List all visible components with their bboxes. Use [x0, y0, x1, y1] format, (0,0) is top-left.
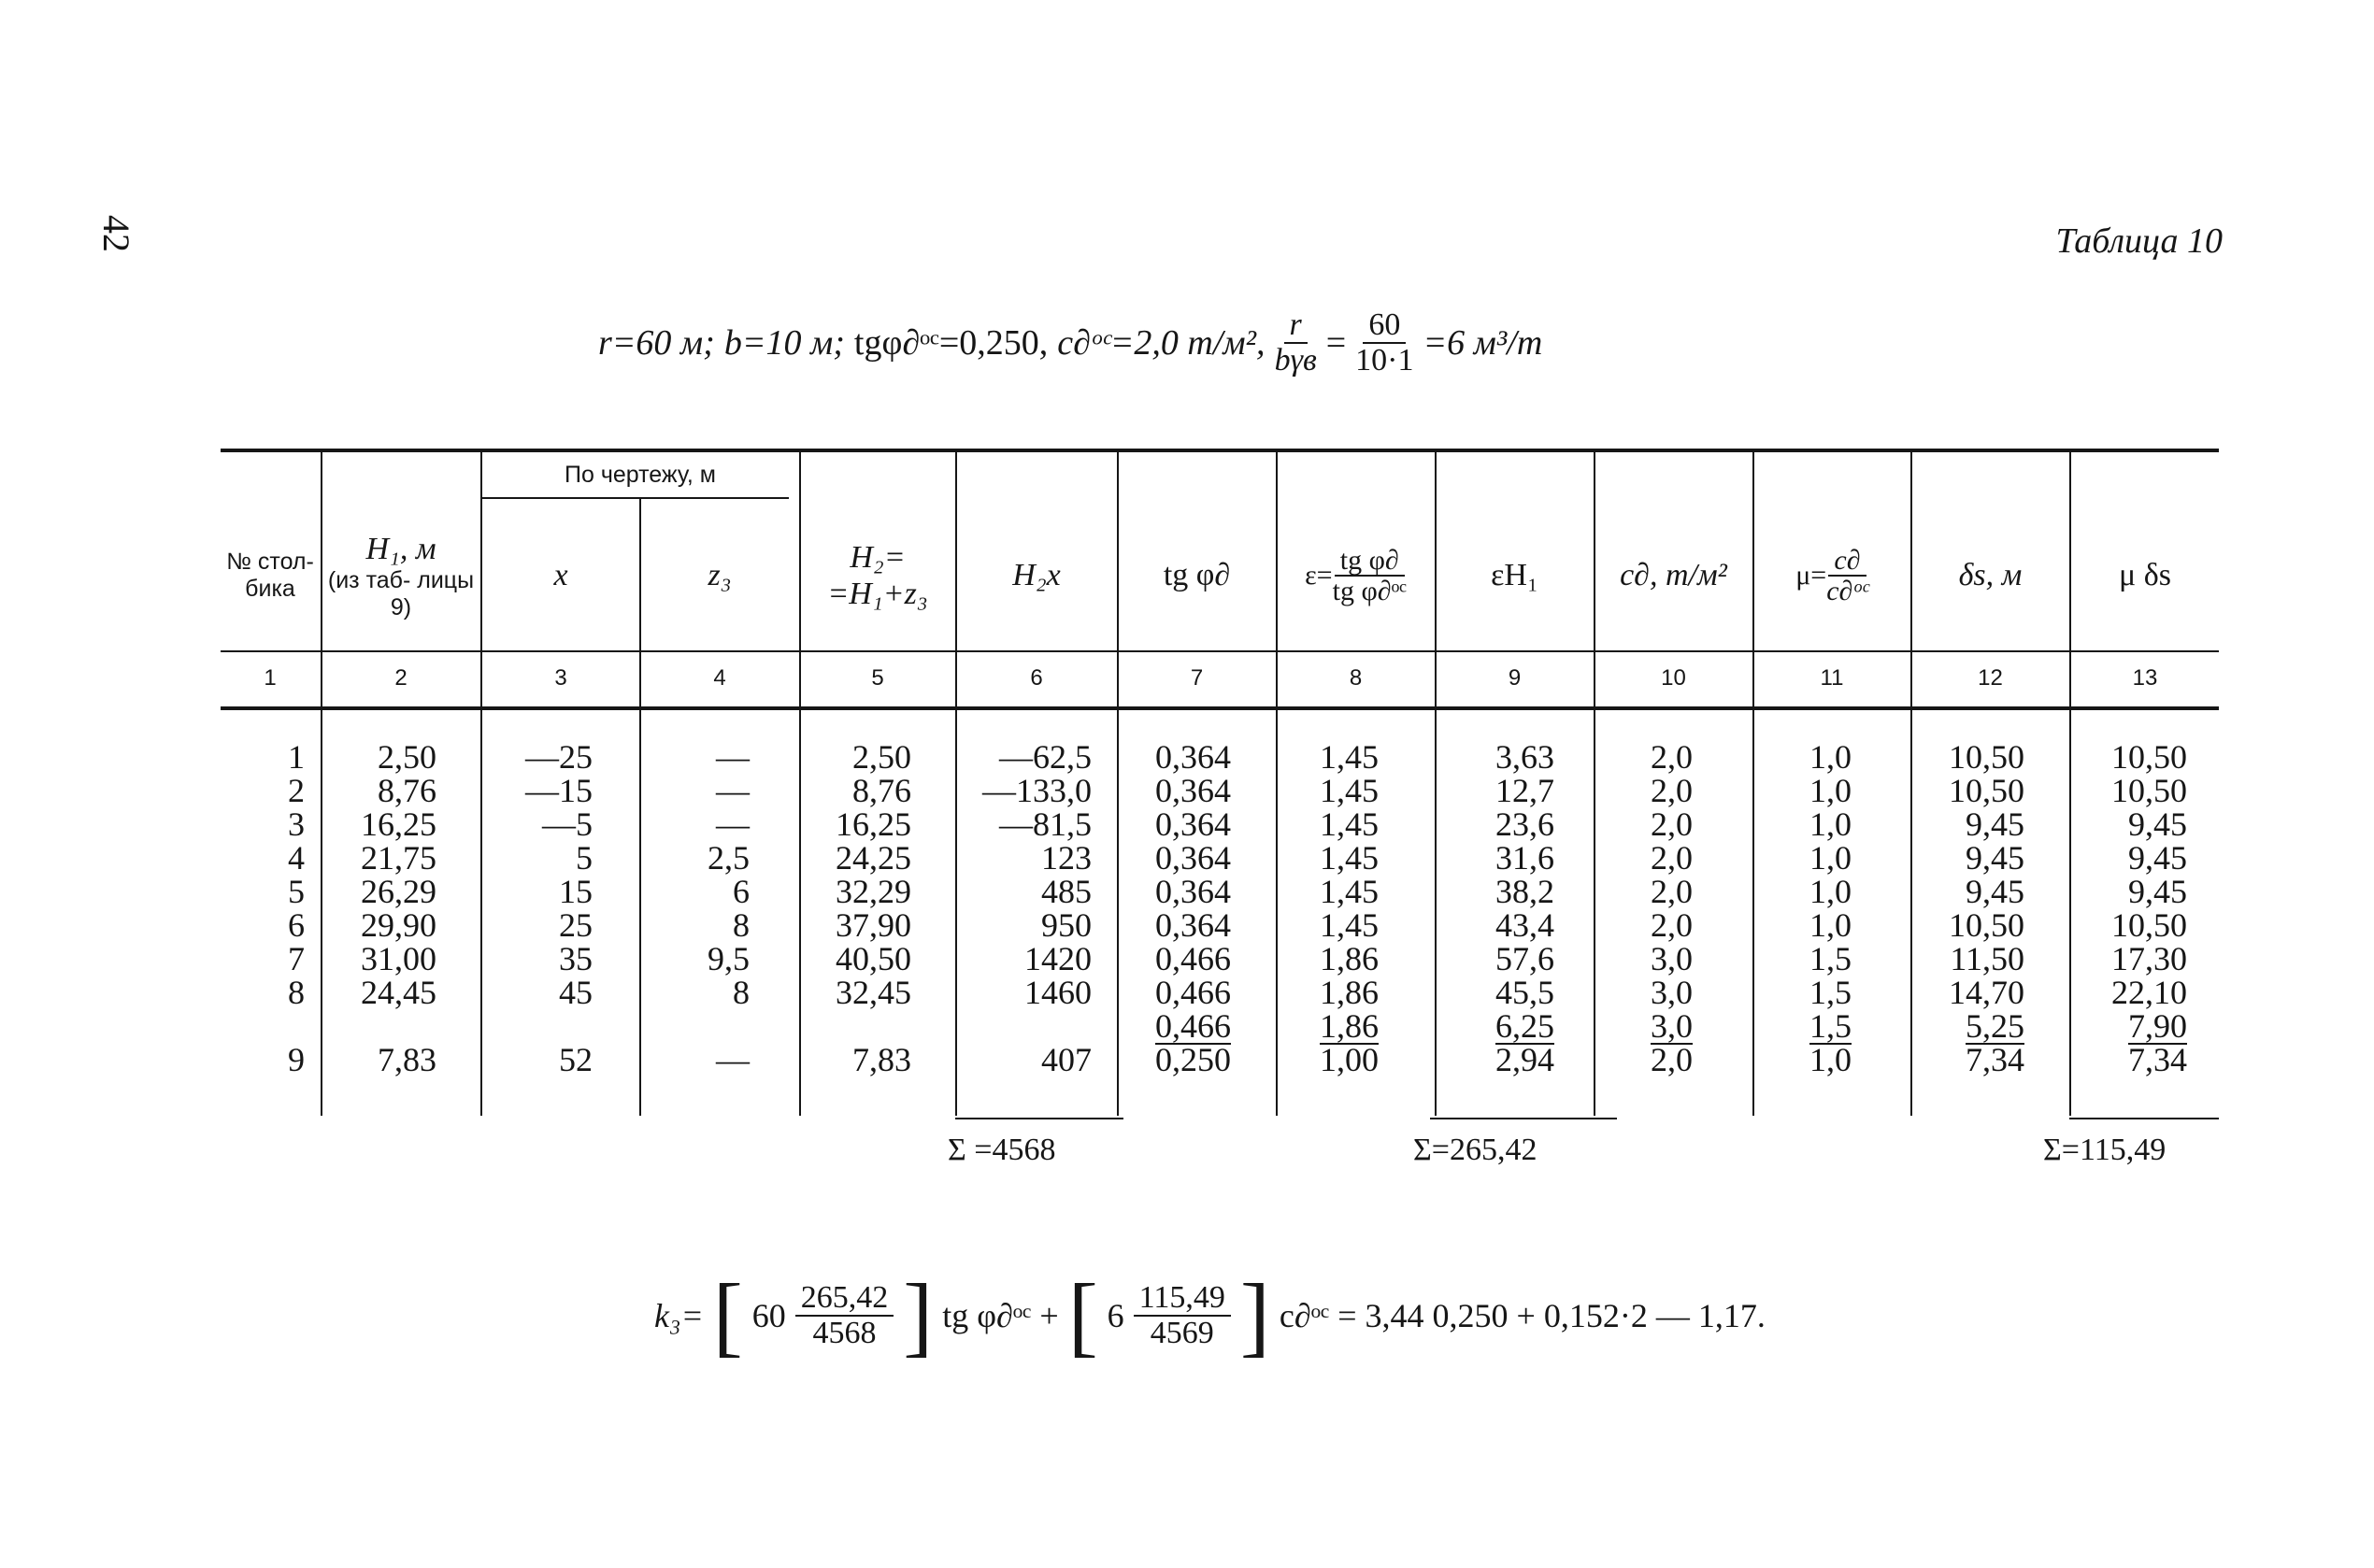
table-cell: —81,5: [999, 805, 1092, 843]
header-col11-prefix: μ=: [1795, 559, 1827, 591]
sum-mu-ds: Σ=115,49: [2043, 1133, 2167, 1167]
table-cell: 9,45: [1966, 805, 2024, 843]
header-col3: x: [553, 558, 568, 593]
column-number: 13: [2132, 665, 2158, 691]
column-number: 7: [1190, 665, 1204, 691]
table-cell: —: [716, 805, 750, 843]
table-cell: 8: [288, 974, 305, 1011]
table-cell: 23,6: [1495, 805, 1554, 843]
table-cell: —25: [525, 738, 593, 776]
k3-formula: [654, 1265, 1766, 1365]
header-col8: [1278, 505, 1434, 647]
table-cell: 123: [1041, 839, 1092, 877]
table-cell: 9,45: [2128, 873, 2187, 910]
param-result: =6 м³/т: [1423, 322, 1543, 363]
table-cell: 16,25: [361, 805, 436, 843]
table-cell: 7,90: [2128, 1007, 2187, 1045]
table-top-rule: [221, 449, 2219, 452]
table-cell: 485: [1041, 873, 1092, 910]
header-col2-main: H₁, м: [365, 531, 436, 566]
header-col2-sub: (из таб- лицы 9): [327, 566, 475, 620]
table-cell: —: [716, 738, 750, 776]
table-cell: 7,34: [1966, 1041, 2024, 1078]
table-cell: 1,5: [1809, 940, 1852, 977]
sum-rule-3: [2069, 1118, 2219, 1119]
column-number: 1: [264, 665, 277, 691]
table-cell: 1,86: [1320, 940, 1379, 977]
header-col13: μ δs: [2119, 558, 2171, 593]
table-cell: 3,63: [1495, 738, 1554, 776]
table-cell: 15: [559, 873, 593, 910]
table-cell: 3: [288, 805, 305, 843]
table-cell: 9,45: [1966, 839, 2024, 877]
column-c9: [1437, 740, 1554, 1076]
table-cell: 3,0: [1651, 1007, 1693, 1045]
table-cell: 2,50: [378, 738, 436, 776]
table-cell: 37,90: [836, 906, 911, 944]
header-col8-fraction: [1333, 546, 1407, 606]
header-bottom-rule: [221, 650, 2219, 652]
header-col10: c∂, т/м²: [1620, 558, 1727, 593]
table-cell: 5: [576, 839, 593, 877]
table-cell: 407: [1041, 1041, 1092, 1078]
column-number: 10: [1661, 665, 1686, 691]
table-cell: 1: [288, 738, 305, 776]
table-cell: 1,00: [1320, 1041, 1379, 1078]
table-cell: 2,0: [1651, 805, 1693, 843]
table-cell: 1,0: [1809, 839, 1852, 877]
table-cell: 35: [559, 940, 593, 977]
table-cell: 57,6: [1495, 940, 1554, 977]
table-cell: 16,25: [836, 805, 911, 843]
table-cell: 2,0: [1651, 738, 1693, 776]
table-cell: 0,364: [1155, 805, 1231, 843]
sum-rule-1: [955, 1118, 1123, 1119]
column-c12: [1912, 740, 2024, 1076]
table-cell: 10,50: [1949, 738, 2024, 776]
table-cell: 1420: [1024, 940, 1092, 977]
table-cell: 14,70: [1949, 974, 2024, 1011]
table-cell: 10,50: [2111, 906, 2187, 944]
table-cell: 1,0: [1809, 738, 1852, 776]
table-cell: —: [716, 772, 750, 809]
column-c1: [221, 740, 305, 1076]
table-cell: 2,0: [1651, 1041, 1693, 1078]
table-cell: 2,0: [1651, 839, 1693, 877]
table-cell: 8,76: [852, 772, 911, 809]
table-cell: 5: [288, 873, 305, 910]
header-col11-fraction: [1826, 546, 1868, 606]
header-col6: H₂x: [1012, 558, 1061, 593]
table-cell: 10,50: [1949, 906, 2024, 944]
table-cell: 0,364: [1155, 839, 1231, 877]
header-col9: εH₁: [1491, 558, 1538, 593]
column-number: 8: [1349, 665, 1363, 691]
fraction-denominator: 4569: [1150, 1316, 1214, 1350]
table-cell: 1460: [1024, 974, 1092, 1011]
sum-h2x: Σ =4568: [948, 1133, 1056, 1167]
table-cell: 2: [288, 772, 305, 809]
param-tg: tgφ∂ᵒᶜ=0,250,: [853, 322, 1049, 363]
param-equals: =: [1325, 322, 1347, 363]
table-cell: 1,0: [1809, 805, 1852, 843]
header-col11: [1754, 505, 1909, 647]
table-cell: 1,5: [1809, 974, 1852, 1011]
table-cell: 43,4: [1495, 906, 1554, 944]
fraction-denominator: tg φ∂ᵒᶜ: [1332, 576, 1407, 606]
table-cell: 11,50: [1950, 940, 2024, 977]
column-number: 4: [713, 665, 726, 691]
table-cell: 0,364: [1155, 738, 1231, 776]
column-number-rule: [221, 706, 2219, 710]
table-cell: 0,364: [1155, 772, 1231, 809]
table-cell: 21,75: [361, 839, 436, 877]
header-col12: δs, м: [1958, 558, 2023, 593]
group-header-rule: [482, 497, 789, 499]
column-number: 2: [394, 665, 408, 691]
header-group-po-chertezhu: По чертежу, м: [565, 461, 716, 488]
fraction-denominator: bγв: [1274, 342, 1317, 378]
table-cell: 3,0: [1651, 974, 1693, 1011]
table-cell: 9,45: [2128, 805, 2187, 843]
page-number: 42: [95, 215, 137, 252]
param-b: b=10 м;: [723, 322, 845, 363]
formula-term-2: c∂ᵒᶜ = 3,44 0,250 + 0,152·2 — 1,17.: [1279, 1297, 1766, 1334]
table-cell: 24,25: [836, 839, 911, 877]
table-cell: 29,90: [361, 906, 436, 944]
table-cell: 2,50: [852, 738, 911, 776]
column-c8: [1278, 740, 1379, 1076]
table-cell: 1,45: [1320, 805, 1379, 843]
header-col4: z₃: [708, 558, 732, 593]
table-cell: 0,466: [1155, 974, 1231, 1011]
table-cell: 8: [733, 906, 750, 944]
header-col5: H₂= =H₁+z₃: [827, 539, 928, 611]
formula-a2: 6: [1107, 1297, 1124, 1334]
sum-rule-2: [1430, 1118, 1617, 1119]
table-cell: 1,45: [1320, 906, 1379, 944]
table-cell: 1,45: [1320, 839, 1379, 877]
table-cell: 0,466: [1155, 940, 1231, 977]
table-cell: 10,50: [1949, 772, 2024, 809]
column-c2: [322, 740, 436, 1076]
formula-fraction-1: [795, 1281, 894, 1349]
formula-fraction-2: [1134, 1281, 1231, 1349]
table-cell: 1,45: [1320, 873, 1379, 910]
table-cell: 9,45: [1966, 873, 2024, 910]
formula-a1: 60: [751, 1297, 786, 1334]
column-c10: [1595, 740, 1693, 1076]
table-cell: 10,50: [2111, 772, 2187, 809]
column-number: 3: [554, 665, 567, 691]
table-cell: 1,86: [1320, 1007, 1379, 1045]
table-cell: —5: [542, 805, 593, 843]
column-number: 9: [1508, 665, 1522, 691]
table-cell: 1,0: [1809, 873, 1852, 910]
table-cell: —15: [525, 772, 593, 809]
table-cell: 26,29: [361, 873, 436, 910]
fraction-denominator: 4568: [812, 1316, 877, 1350]
table-cell: 52: [559, 1041, 593, 1078]
formula-term-1: tg φ∂ᵒᶜ +: [942, 1297, 1059, 1334]
table-cell: 12,7: [1495, 772, 1554, 809]
header-col8-prefix: ε=: [1305, 559, 1333, 591]
table-cell: 7: [288, 940, 305, 977]
table-cell: 6: [733, 873, 750, 910]
table-cell: 45: [559, 974, 593, 1011]
table-cell: 1,86: [1320, 974, 1379, 1011]
parameters-line: [598, 308, 1542, 377]
fraction-numerator: tg φ∂: [1335, 546, 1405, 577]
column-number: 5: [871, 665, 884, 691]
table-cell: —: [716, 1041, 750, 1078]
table-cell: 2,0: [1651, 906, 1693, 944]
table-cell: 38,2: [1495, 873, 1554, 910]
column-number: 11: [1820, 665, 1844, 691]
table-cell: 1,45: [1320, 772, 1379, 809]
table-cell: 1,0: [1809, 772, 1852, 809]
table-cell: 25: [559, 906, 593, 944]
table-cell: 1,0: [1809, 1041, 1852, 1078]
table-cell: 0,466: [1155, 1007, 1231, 1045]
right-bracket: ]: [903, 1265, 934, 1365]
table-cell: 5,25: [1966, 1007, 2024, 1045]
header-col1: № стол- бика: [226, 549, 314, 602]
table-cell: 22,10: [2111, 974, 2187, 1011]
fraction-numerator: 115,49: [1134, 1281, 1231, 1317]
fraction-numerator: 60: [1363, 308, 1406, 344]
column-number: 12: [1978, 665, 2003, 691]
right-bracket: ]: [1239, 1265, 1270, 1365]
table-cell: 9,5: [708, 940, 750, 977]
table-cell: 45,5: [1495, 974, 1554, 1011]
header-col2: [322, 505, 479, 647]
table-cell: 10,50: [2111, 738, 2187, 776]
formula-lhs: k₃=: [654, 1297, 704, 1334]
param-r: r=60 м;: [598, 322, 715, 363]
table-cell: 1,5: [1809, 1007, 1852, 1045]
table-cell: 3,0: [1651, 940, 1693, 977]
table-cell: 24,45: [361, 974, 436, 1011]
table-cell: —62,5: [999, 738, 1092, 776]
sum-epsilon-h1: Σ=265,42: [1413, 1133, 1537, 1167]
column-c6: [957, 740, 1092, 1076]
table-cell: 2,5: [708, 839, 750, 877]
column-c4: [641, 740, 750, 1076]
table-cell: 7,34: [2128, 1041, 2187, 1078]
param-c: c∂ᵒᶜ=2,0 т/м²,: [1057, 322, 1266, 363]
fraction-numerator: 265,42: [795, 1281, 894, 1317]
fraction-denominator: 10·1: [1355, 342, 1414, 378]
table-cell: 17,30: [2111, 940, 2187, 977]
table-cell: 31,00: [361, 940, 436, 977]
header-col7: tg φ∂: [1163, 558, 1231, 593]
table-cell: 6,25: [1495, 1007, 1554, 1045]
table-cell: 0,250: [1155, 1041, 1231, 1078]
left-bracket: [: [1067, 1265, 1098, 1365]
column-number: 6: [1030, 665, 1043, 691]
column-c13: [2071, 740, 2187, 1076]
table-cell: —133,0: [982, 772, 1092, 809]
table-cell: 7,83: [852, 1041, 911, 1078]
table-cell: 9: [288, 1041, 305, 1078]
param-fraction-r-b: [1275, 308, 1317, 377]
table-cell: 32,29: [836, 873, 911, 910]
table-cell: 31,6: [1495, 839, 1554, 877]
table-cell: 1,0: [1809, 906, 1852, 944]
fraction-numerator: r: [1284, 308, 1308, 344]
fraction-denominator: c∂ᵒᶜ: [1826, 576, 1868, 606]
table-cell: 8,76: [378, 772, 436, 809]
table-cell: 950: [1041, 906, 1092, 944]
table-cell: 1,45: [1320, 738, 1379, 776]
table-cell: 32,45: [836, 974, 911, 1011]
table-cell: 8: [733, 974, 750, 1011]
fraction-numerator: c∂: [1828, 546, 1866, 577]
table-cell: 40,50: [836, 940, 911, 977]
column-c3: [482, 740, 593, 1076]
table-cell: 2,94: [1495, 1041, 1554, 1078]
column-c5: [801, 740, 911, 1076]
column-c11: [1754, 740, 1852, 1076]
table-cell: 0,364: [1155, 906, 1231, 944]
left-bracket: [: [712, 1265, 743, 1365]
column-c7: [1119, 740, 1231, 1076]
table-cell: 2,0: [1651, 873, 1693, 910]
param-fraction-60: [1355, 308, 1413, 377]
table-cell: 2,0: [1651, 772, 1693, 809]
table-caption: Таблица 10: [2055, 221, 2223, 261]
table-cell: 6: [288, 906, 305, 944]
table-cell: 9,45: [2128, 839, 2187, 877]
table-cell: 4: [288, 839, 305, 877]
table-cell: 0,364: [1155, 873, 1231, 910]
table-cell: 7,83: [378, 1041, 436, 1078]
